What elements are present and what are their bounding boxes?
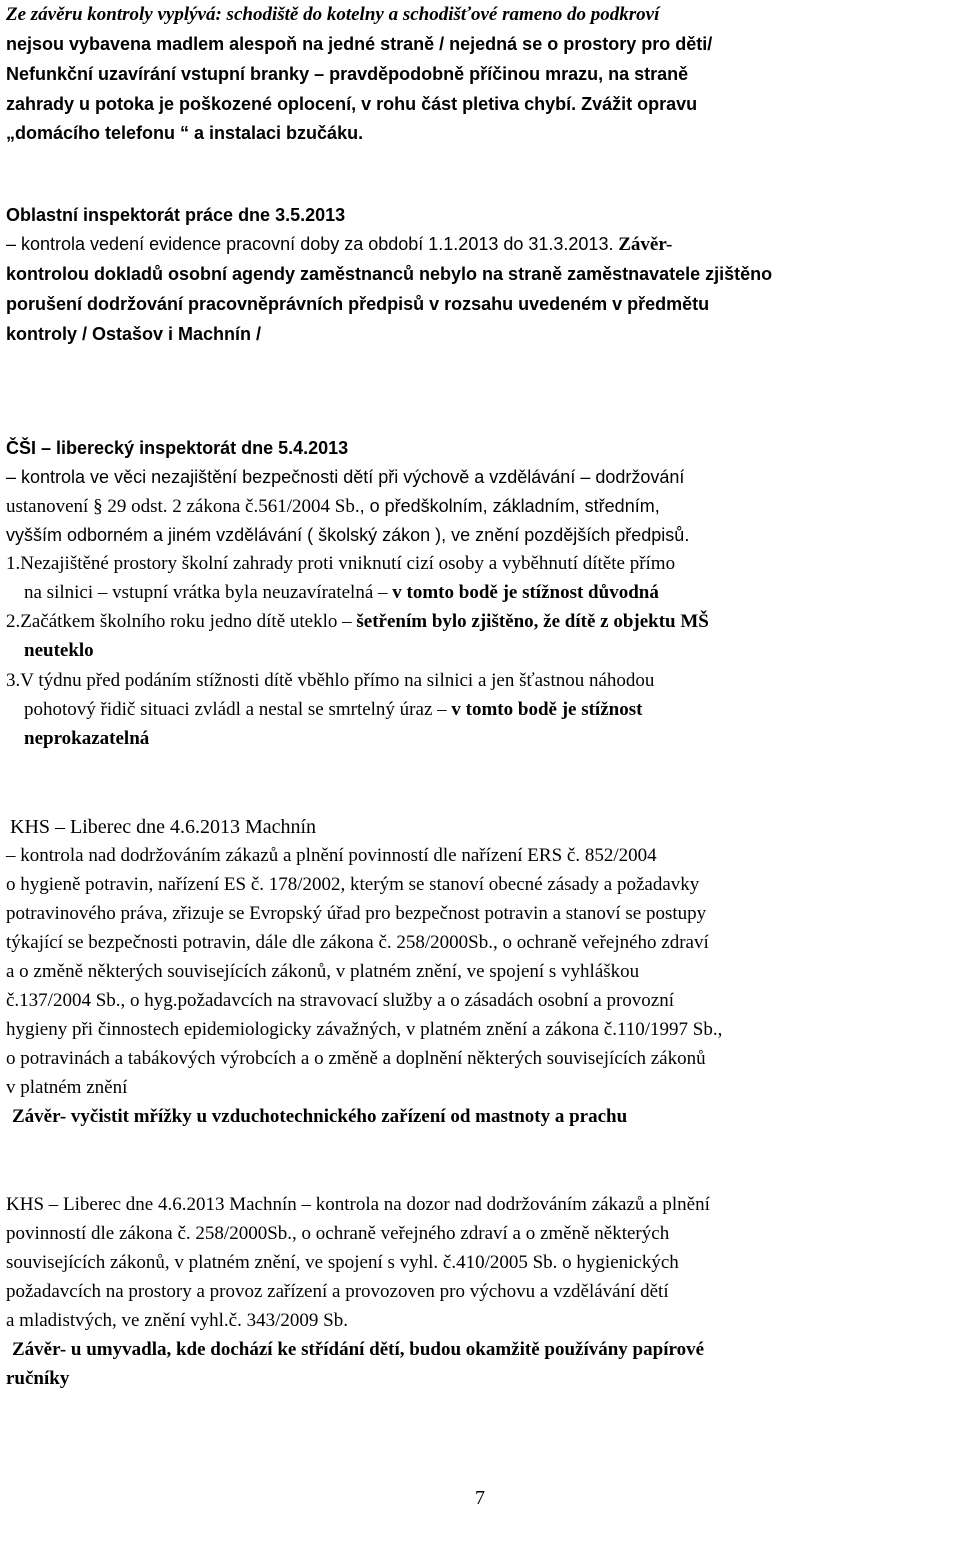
- conclusion-line: Závěr- u umyvadla, kde dochází ke střídání dětí, budou okamžitě používány papírové: [12, 1339, 704, 1360]
- paragraph-line: – kontrola ve věci nezajištění bezpečnosti dětí při výchově a vzdělávání – dodržování: [6, 467, 685, 487]
- paragraph-line: Nefunkční uzavírání vstupní branky – pravděpodobně příčinou mrazu, na straně: [6, 64, 689, 84]
- text-span: , o předškolním, základním, středním,: [359, 496, 660, 516]
- list-item-line: [24, 699, 642, 721]
- list-item-line: [6, 611, 709, 633]
- paragraph-line: [6, 495, 660, 518]
- paragraph-line: povinností dle zákona č. 258/2000Sb., o ochraně veřejného zdraví a o změně některých: [6, 1223, 670, 1244]
- text-span: šetřením bylo zjištěno, že dítě z objektu MŠ: [356, 611, 709, 632]
- heading-text: KHS – Liberec dne 4.6.2013 Machnín: [10, 816, 317, 838]
- paragraph-line: „domácího telefonu “ a instalaci bzučáku.: [6, 123, 364, 143]
- paragraph-line: souvisejících zákonů, v platném znění, ve spojení s vyhl. č.410/2005 Sb. o hygienických: [6, 1252, 679, 1273]
- paragraph-line: nejsou vybavena madlem alespoň na jedné straně / nejedná se o prostory pro děti/: [6, 34, 713, 54]
- paragraph-line: KHS – Liberec dne 4.6.2013 Machnín – kontrola na dozor nad dodržováním zákazů a plnění: [6, 1194, 710, 1215]
- paragraph-line: v platném znění: [6, 1077, 128, 1098]
- section-heading: [10, 816, 316, 838]
- text-span: ustanovení § 29 odst. 2 zákona č.561/2004 Sb.: [6, 496, 360, 517]
- text-span: – kontrola vedení evidence pracovní doby za období 1.1.2013 do 31.3.2013.: [6, 234, 614, 254]
- conclusion-line: ručníky: [6, 1368, 70, 1389]
- text-span: Závěr-: [613, 234, 673, 255]
- paragraph-line: – kontrola nad dodržováním zákazů a plnění povinností dle nařízení ERS č. 852/2004: [6, 845, 657, 866]
- text-span: 2.Začátkem školního roku jedno dítě uteklo –: [6, 611, 357, 632]
- text-span: v tomto bodě je stížnost: [451, 699, 643, 720]
- page-number: 7: [475, 1487, 485, 1509]
- list-item-line: neprokazatelná: [24, 728, 150, 749]
- paragraph-line: Ze závěru kontroly vyplývá: schodiště do kotelny a schodišťové rameno do podkroví: [6, 4, 660, 25]
- list-item-line: 1.Nezajištěné prostory školní zahrady proti vniknutí cizí osoby a vyběhnutí dítěte přímo: [6, 553, 676, 574]
- paragraph-line: o hygieně potravin, nařízení ES č. 178/2002, kterým se stanoví obecné zásady a požadavky: [6, 874, 700, 895]
- section-heading: Oblastní inspektorát práce dne 3.5.2013: [6, 205, 346, 225]
- paragraph-line: týkající se bezpečnosti potravin, dále dle zákona č. 258/2000Sb., o ochraně veřejného zdraví: [6, 932, 709, 953]
- text-span: na silnici – vstupní vrátka byla neuzavíratelná –: [24, 582, 393, 603]
- text-span: pohotový řidič situaci zvládl a nestal se smrtelný úraz –: [24, 699, 452, 720]
- section-heading: ČŠI – liberecký inspektorát dne 5.4.2013: [6, 438, 349, 458]
- text-span: v tomto bodě je stížnost důvodná: [392, 582, 659, 603]
- paragraph-line: a o změně některých souvisejících zákonů, v platném znění, ve spojení s vyhláškou: [6, 961, 640, 982]
- paragraph-line: a mladistvých, ve znění vyhl.č. 343/2009 Sb.: [6, 1310, 348, 1331]
- paragraph-line: požadavcích na prostory a provoz zařízení a provozoven pro výchovu a vzdělávání dětí: [6, 1281, 669, 1302]
- paragraph-line: [6, 233, 672, 256]
- paragraph-line: kontroly / Ostašov i Machnín /: [6, 324, 262, 344]
- paragraph-line: porušení dodržování pracovněprávních předpisů v rozsahu uvedeném v předmětu: [6, 294, 710, 314]
- list-item-line: [24, 582, 659, 604]
- list-item-line: 3.V týdnu před podáním stížnosti dítě vběhlo přímo na silnici a jen šťastnou náhodou: [6, 670, 655, 691]
- paragraph-line: potravinového práva, zřizuje se Evropský úřad pro bezpečnost potravin a stanoví se postupy: [6, 903, 707, 924]
- paragraph-line: o potravinách a tabákových výrobcích a o změně a doplnění některých souvisejících zákonů: [6, 1048, 706, 1069]
- paragraph-line: hygieny při činnostech epidemiologicky závažných, v platném znění a zákona č.110/1997 Sb.,: [6, 1019, 723, 1040]
- paragraph-line: zahrady u potoka je poškozené oplocení, v rohu část pletiva chybí. Zvážit opravu: [6, 94, 698, 114]
- paragraph-line: vyšším odborném a jiném vzdělávání ( školský zákon ), ve znění pozdějších předpisů.: [6, 525, 690, 545]
- paragraph-line: kontrolou dokladů osobní agendy zaměstnanců nebylo na straně zaměstnavatele zjištěno: [6, 264, 773, 284]
- conclusion-line: Závěr- vyčistit mřížky u vzduchotechnického zařízení od mastnoty a prachu: [12, 1106, 628, 1127]
- paragraph-line: č.137/2004 Sb., o hyg.požadavcích na stravovací služby a o zásadách osobní a provozní: [6, 990, 674, 1011]
- list-item-line: neuteklo: [24, 640, 94, 661]
